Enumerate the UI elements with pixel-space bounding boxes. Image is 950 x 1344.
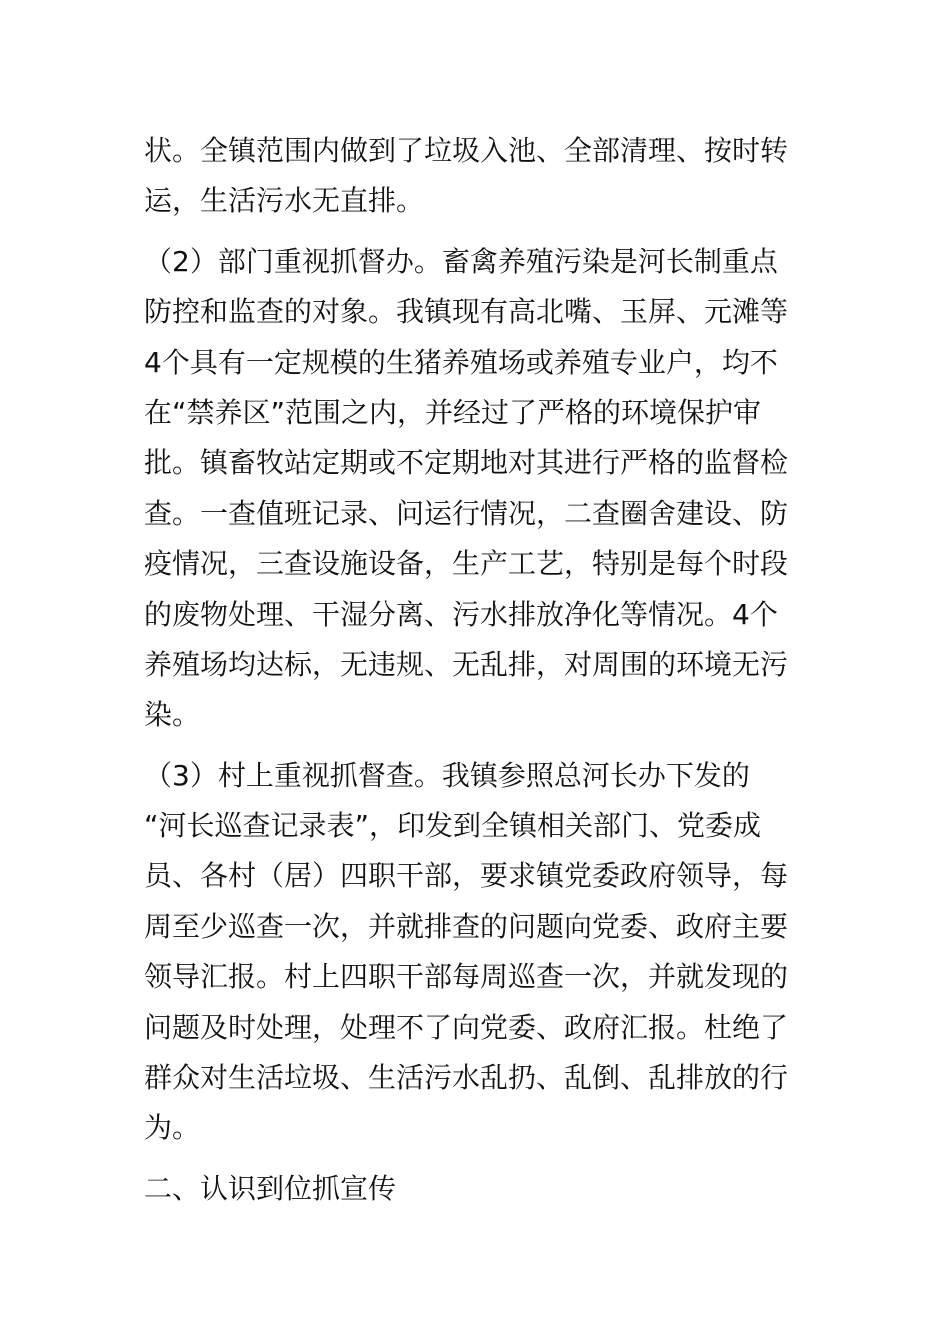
text-line: “河长巡查记录表”，印发到全镇相关部门、党委成 xyxy=(144,809,762,843)
text-line: 状。全镇范围内做到了垃圾入池、全部清理、按时转 xyxy=(144,134,789,167)
text-line: 养殖场均达标，无违规、无乱排，对周围的环境无污 xyxy=(144,647,789,681)
text-line: 群众对生活垃圾、生活污水乱扔、乱倒、乱排放的行 xyxy=(144,1061,789,1095)
text-line: 在“禁养区”范围之内，并经过了严格的环境保护审 xyxy=(144,395,762,429)
text-line: 4个具有一定规模的生猪养殖场或养殖专业户，均不 xyxy=(144,345,778,379)
text-line: 批。镇畜牧站定期或不定期地对其进行严格的监督检 xyxy=(144,446,789,480)
text-line: 问题及时处理，处理不了向党委、政府汇报。杜绝了 xyxy=(144,1010,789,1044)
text-line: 疫情况，三查设施设备，生产工艺，特别是每个时段 xyxy=(144,547,789,581)
text-line: （3）村上重视抓督查。我镇参照总河长办下发的 xyxy=(144,758,750,792)
text-line: 运，生活污水无直排。 xyxy=(144,184,425,218)
paragraph-sanitation-summary xyxy=(144,126,814,227)
text-line: 领导汇报。村上四职干部每周巡查一次，并就发现的 xyxy=(144,960,789,994)
text-line: 周至少巡查一次，并就排查的问题向党委、政府主要 xyxy=(144,909,789,943)
text-line: 为。 xyxy=(144,1111,201,1145)
text-line: 染。 xyxy=(144,698,201,732)
paragraph-village-inspection xyxy=(144,751,814,1154)
document-body xyxy=(144,126,814,1214)
text-line: 的废物处理、干湿分离、污水排放净化等情况。4个 xyxy=(144,597,778,631)
text-line: 查。一查值班记录、问运行情况，二查圈舍建设、防 xyxy=(144,496,789,530)
paragraph-livestock-supervision xyxy=(144,237,814,741)
text-line: 员、各村（居）四职干部，要求镇党委政府领导，每 xyxy=(144,859,789,893)
section-heading-text: 二、认识到位抓宣传 xyxy=(144,1171,397,1205)
section-heading xyxy=(144,1164,814,1214)
text-line: （2）部门重视抓督办。畜禽养殖污染是河长制重点 xyxy=(144,244,778,278)
text-line: 防控和监查的对象。我镇现有高北嘴、玉屏、元滩等 xyxy=(144,295,789,329)
